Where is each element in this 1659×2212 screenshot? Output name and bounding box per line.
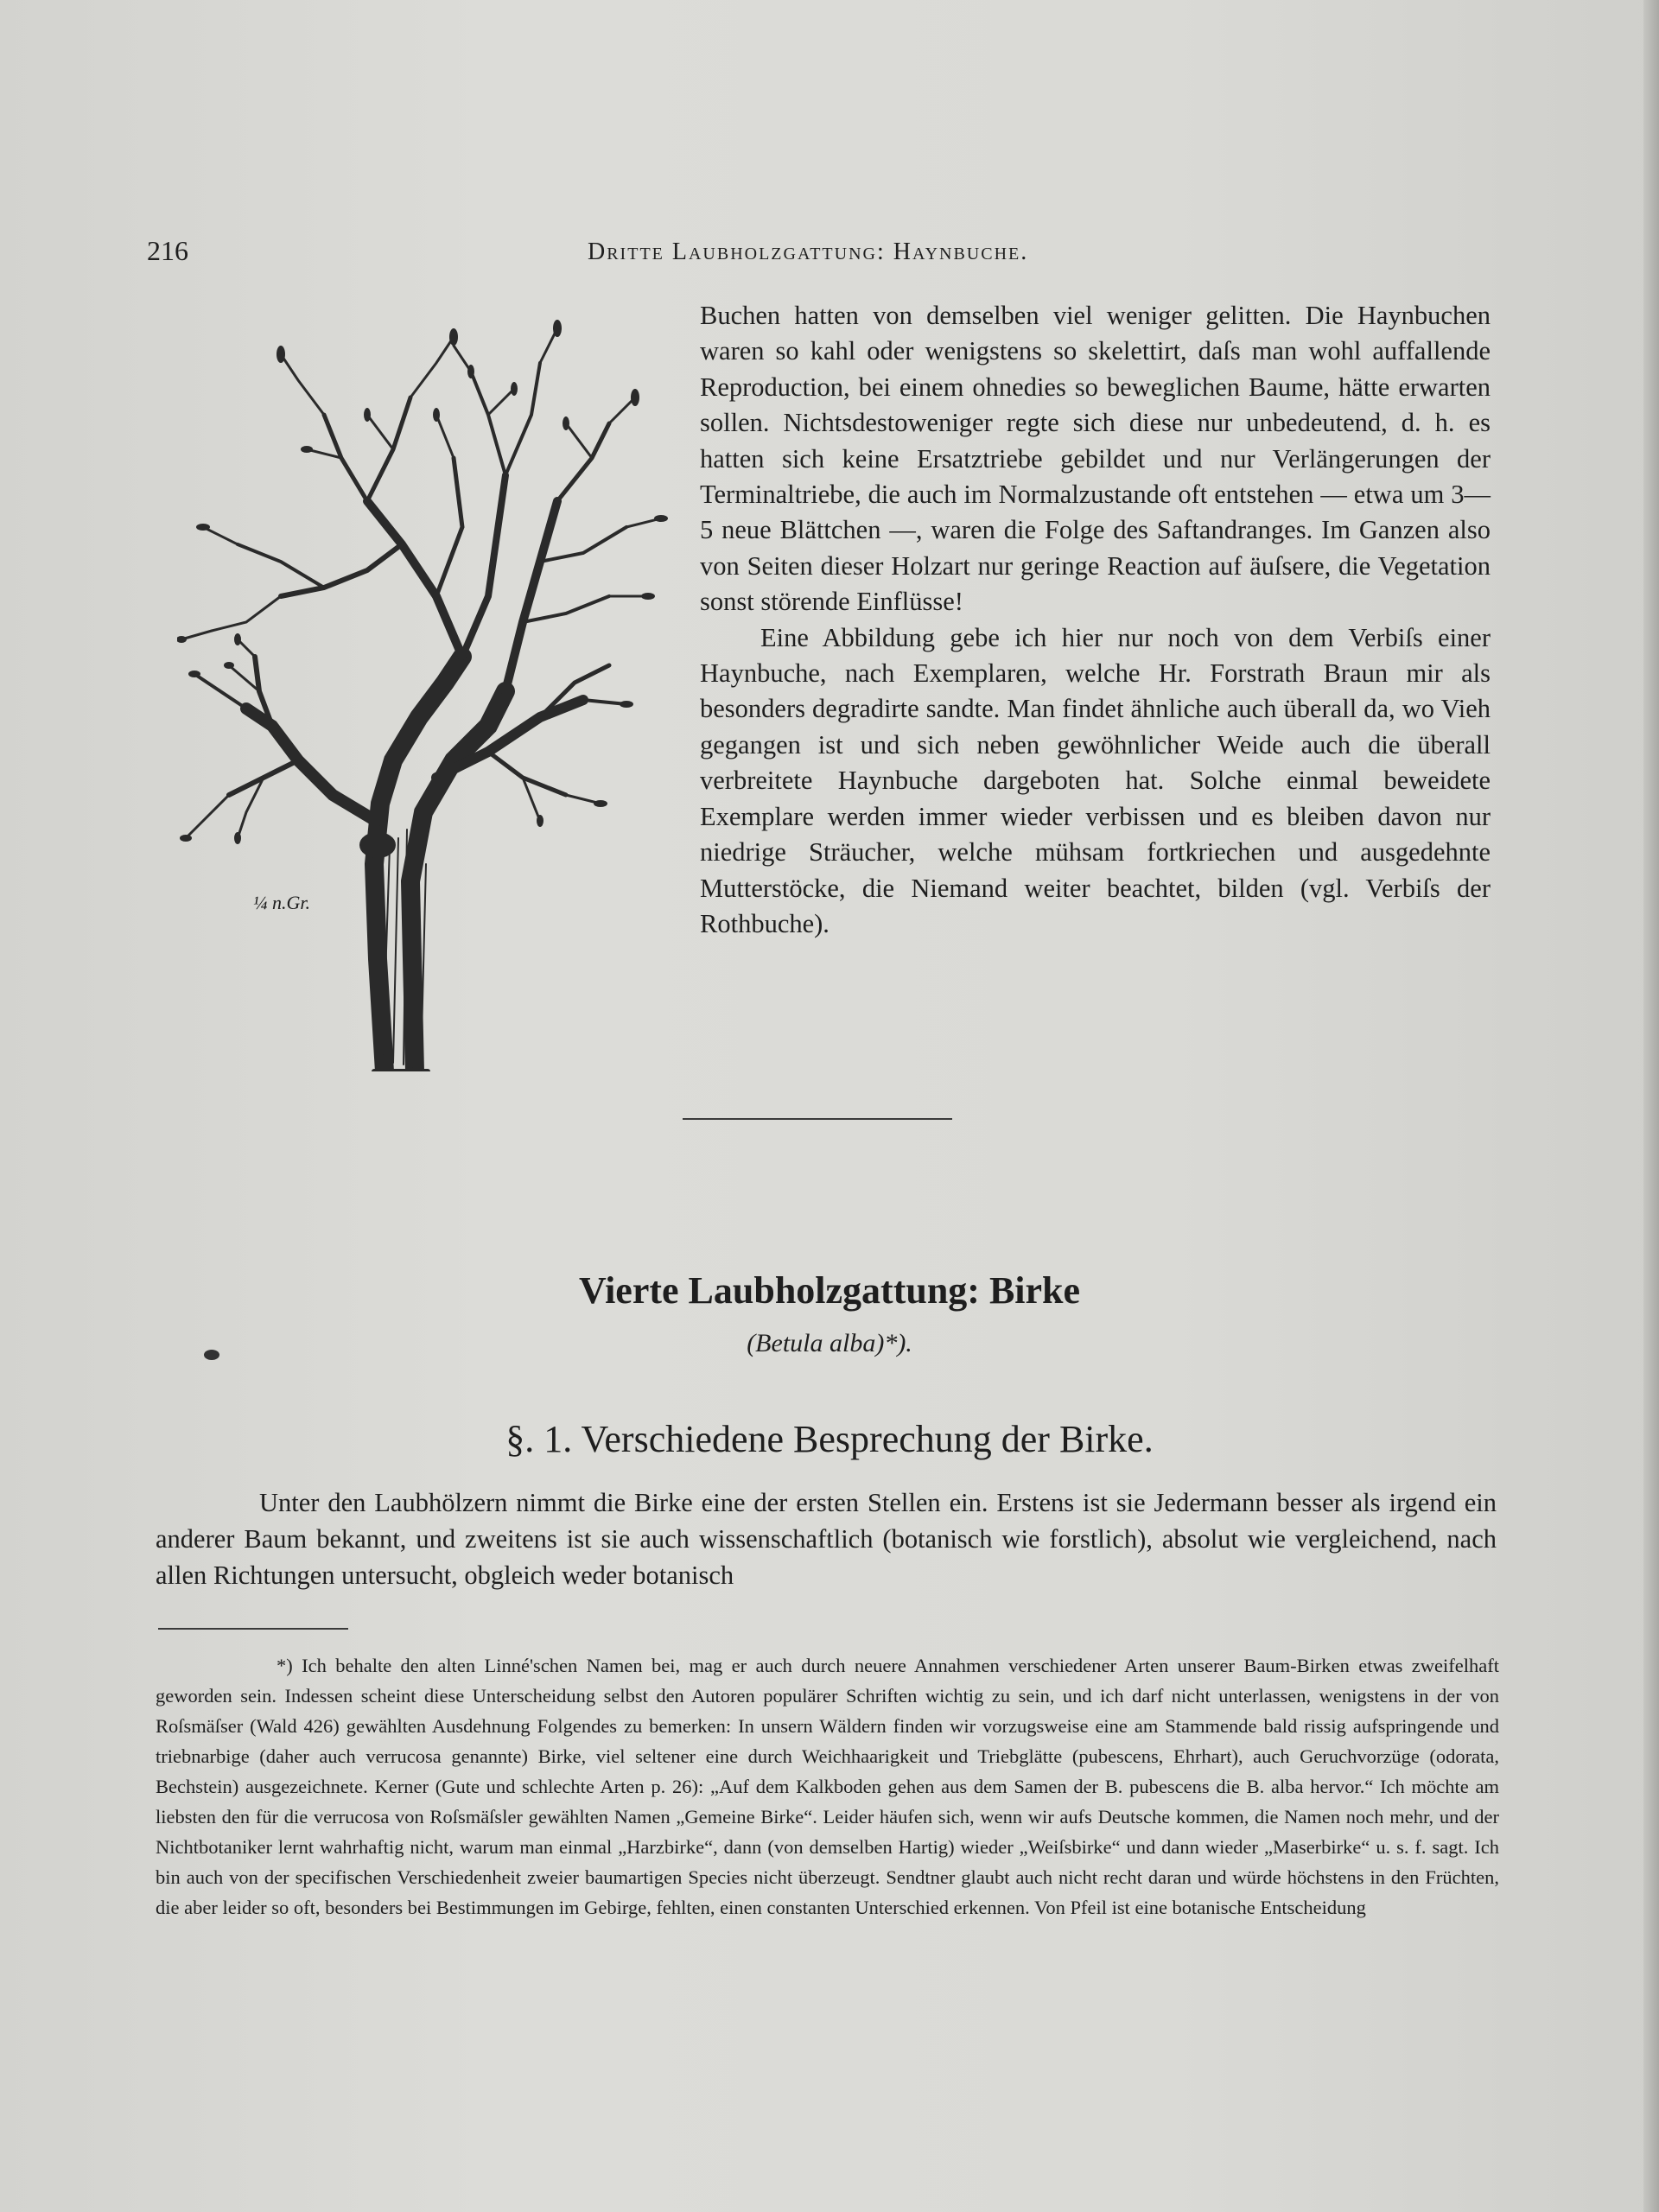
body-text	[156, 1484, 1497, 1593]
section-title: §. 1. Verschiedene Besprechung der Birke.	[505, 1418, 1154, 1460]
figure-scale-label: ¼ n.Gr.	[253, 892, 311, 913]
running-head	[147, 235, 1495, 270]
column-text	[700, 298, 1491, 942]
section-divider	[683, 1118, 952, 1120]
tree-illustration	[177, 311, 678, 1071]
column-paragraph-1: Buchen hatten von demselben viel weniger gelitten. Die Haynbuchen waren so kahl oder wenigstens so skelettirt, daſs man wohl auffallende Reproduction, bei einem ohnedies so beweglichen Baume, hätte erwarten sollen. Nichtsdestoweniger regte sich diese nur unbedeutend, d. h. es hatten sich keine Ersatztriebe gebildet und nur Verlängerungen der Terminaltriebe, die auch im Normalzustande oft entstehen — etwa um 3—5 neue Blättchen —, waren die Folge des Saftandranges. Im Ganzen also von Seiten dieser Holzart nur geringe Reaction auf äuſsere, die Vegetation sonst störende Einflüsse!	[700, 301, 1491, 617]
footnote	[156, 1650, 1499, 1923]
body-paragraph: Unter den Laubhölzern nimmt die Birke eine der ersten Stellen ein. Erstens ist sie Jedermann besser als irgend ein anderer Baum bekannt, und zweitens ist sie auch wissenschaftlich (botanisch wie forstlich), absolut wie vergleichend, nach allen Richtungen untersucht, obgleich weder botanisch	[156, 1488, 1497, 1590]
chapter-subtitle: (Betula alba)*).	[747, 1329, 912, 1357]
chapter-title: Vierte Laubholzgattung: Birke	[578, 1269, 1081, 1312]
running-title: Dritte Laubholzgattung: Haynbuche.	[588, 238, 1029, 265]
column-paragraph-2: Eine Abbildung gebe ich hier nur noch von dem Verbiſs einer Haynbuche, nach Exemplaren, welche Hr. Forstrath Braun mir als besonders degradirte sandte. Man findet ähnliche auch überall da, wo Vieh gegangen ist und sich neben gewöhnlicher Weide auch die überall verbreitete Haynbuche dargeboten hat. Solche einmal beweidete Exemplare werden immer wieder verbissen und es bleiben davon nur niedrige Sträucher, welche mühsam fortkriechen und ausgedehnte Mutterstöcke, die Niemand weiter beachtet, bilden (vgl. Verbiſs der Rothbuche).	[700, 622, 1491, 938]
page-number: 216	[147, 235, 188, 266]
footnote-divider	[158, 1628, 348, 1630]
footnote-text: *) Ich behalte den alten Linné'schen Namen bei, mag er auch durch neuere Annahmen verschiedener Arten unserer Baum-Birken etwas zweifelhaft geworden sein. Indessen scheint diese Unterscheidung selbst den Autoren populärer Schriften wichtig zu sein, und ich darf nicht unterlassen, wenigstens in der von Roſsmäſser (Wald 426) gewählten Ausdehnung Folgendes zu bemerken: In unsern Wäldern finden wir vorzugsweise eine am Stammende bald rissig aufspringende und triebnarbige (daher auch verrucosa genannte) Birke, viel seltener eine durch Weichhaarigkeit und Triebglätte (pubescens, Ehrhart), auch Geruchvorzüge (odorata, Bechstein) ausgezeichnete. Kerner (Gute und schlechte Arten p. 26): „Auf dem Kalkboden gehen aus dem Samen der B. pubescens die B. alba hervor.“ Ich möchte am liebsten den für die verrucosa von Roſsmäſsler gewählten Namen „Gemeine Birke“. Leider häufen sich, wenn wir aufs Deutsche kommen, die Namen noch mehr, und der Nichtbotaniker lernt wahrhaftig nicht, warum man einmal „Harzbirke“, dann (von demselben Hartig) wieder „Weiſsbirke“ und dann wieder „Maserbirke“ u. s. f. sagt. Ich bin auch von der specifischen Verschiedenheit zweier baumartigen Species nicht überzeugt. Sendtner glaubt auch nicht recht daran und würde höchstens in den Früchten, die aber leider so oft, besonders bei Bestimmungen im Gebirge, fehlten, einen constanten Unterschied erkennen. Von Pfeil ist eine botanische Entscheidung	[156, 1655, 1499, 1918]
page-edge	[1643, 0, 1659, 2212]
